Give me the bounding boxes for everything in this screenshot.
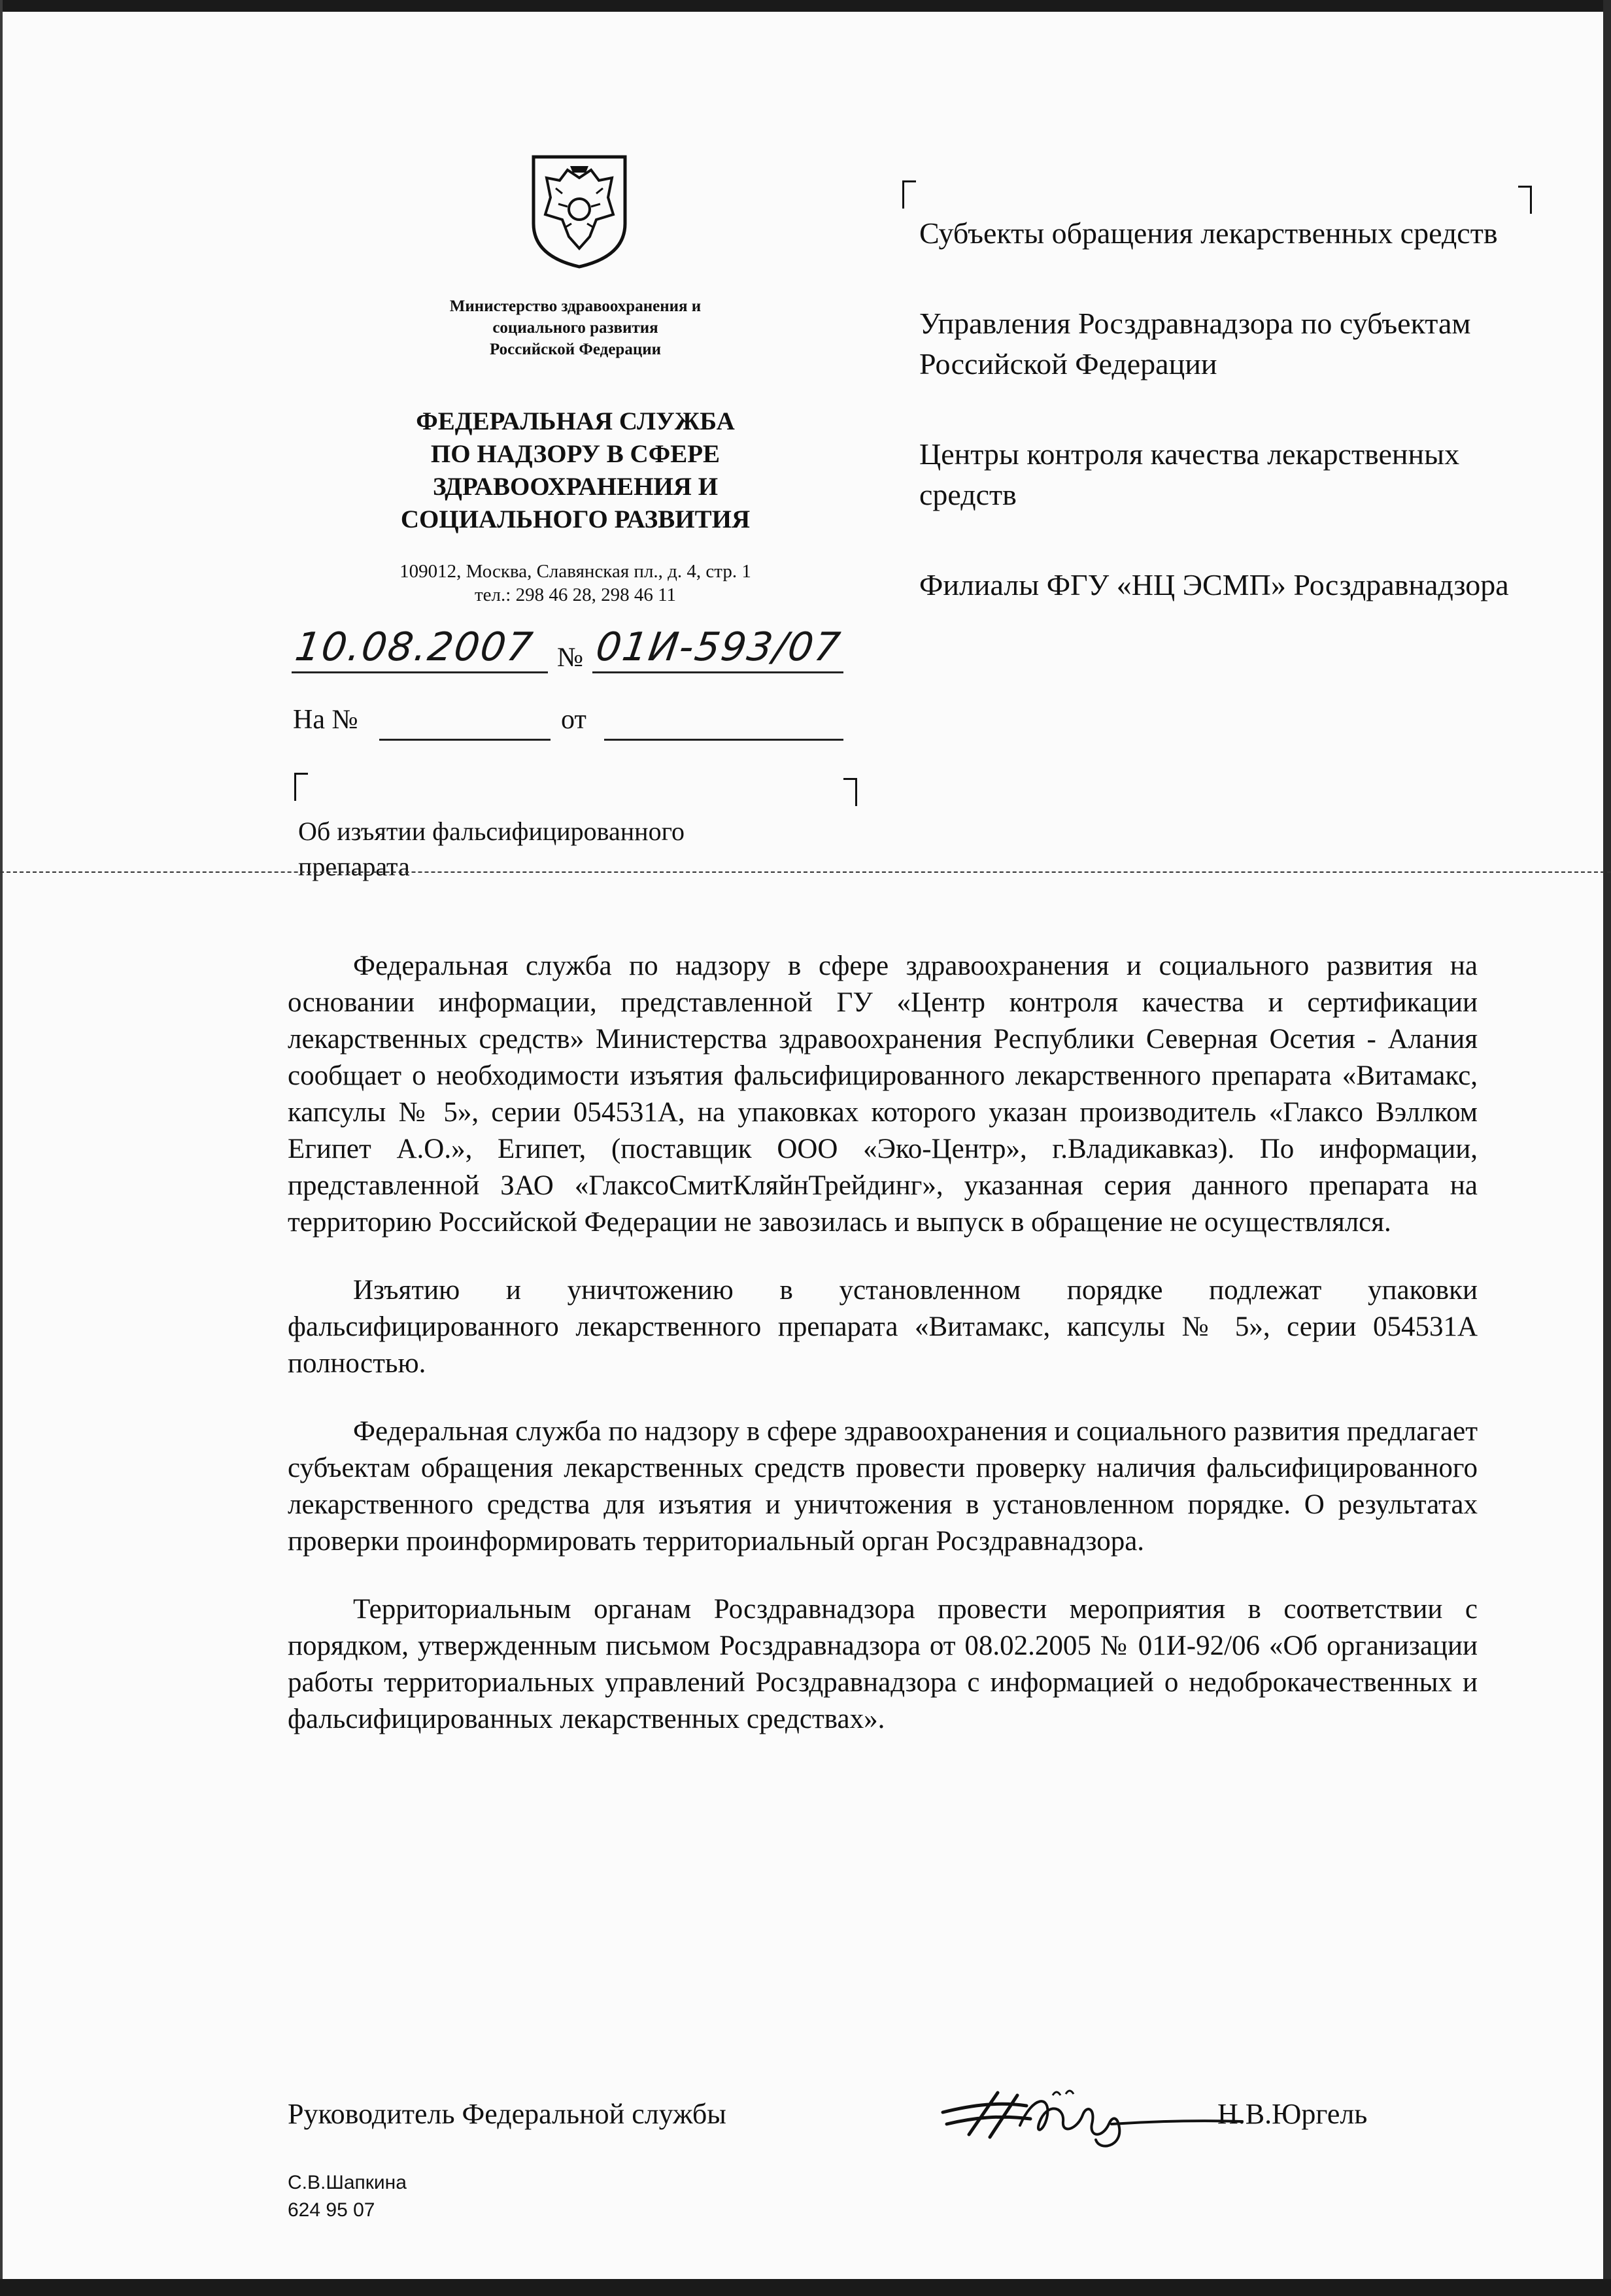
ministry-line: Министерство здравоохранения и — [449, 297, 702, 315]
fold-line — [0, 871, 1611, 873]
signatory-name: Н.В.Юргель — [1217, 2098, 1368, 2130]
agency-line: ПО НАДЗОРУ В СФЕРЕ — [430, 440, 721, 468]
phone-line: тел.: 298 46 28, 298 46 11 — [475, 584, 676, 605]
agency-line: ФЕДЕРАЛЬНАЯ СЛУЖБА — [416, 407, 735, 435]
executor-block — [288, 2169, 407, 2224]
reference-date-field — [604, 739, 843, 741]
ministry-name — [399, 295, 752, 360]
reference-from-label: от — [561, 705, 586, 735]
registration-number: 01И-593/07 — [593, 624, 844, 670]
subject-line: Об изъятии фальсифицированного — [298, 817, 685, 846]
reference-label: На № — [293, 705, 358, 735]
registration-date: 10.08.2007 — [292, 624, 537, 670]
recipients-corner-left — [902, 180, 916, 209]
body-paragraph: Федеральная служба по надзору в сфере здравоохранения и социального развития на основании информации, представленной ГУ «Центр контроля качества и сертификации лекарственных средств» Министерства здравоохранения Республики Северная Осетия - Алания сообщает о необходимости изъятия фальсифицированного лекарственного препарата «Витамакс, капсулы № 5», серии 054531А, на упаковках которого указан производитель «Глаксо Вэллком Египет А.О.», Египет, (поставщик ООО «Эко-Центр», г.Владикавказ). По информации, представленной ЗАО «ГлаксоСмитКляйнТрейдинг», указанная серия данного препарата на территорию Российской Федерации не завозилась и выпуск в обращение не осуществлялся. — [288, 951, 1478, 1238]
agency-line: СОЦИАЛЬНОГО РАЗВИТИЯ — [400, 505, 751, 533]
executor-phone: 624 95 07 — [288, 2199, 375, 2221]
scan-border-right — [1603, 0, 1611, 2296]
recipient: Филиалы ФГУ «НЦ ЭСМП» Росздравнадзора — [919, 568, 1509, 601]
recipients-corner-right — [1518, 186, 1532, 214]
ministry-line: социального развития — [492, 319, 658, 337]
subject-corner-right — [843, 778, 857, 806]
agency-line: ЗДРАВООХРАНЕНИЯ И — [432, 473, 719, 501]
recipient: Субъекты обращения лекарственных средств — [919, 216, 1498, 250]
agency-address — [340, 560, 811, 607]
recipients-block — [919, 213, 1534, 655]
letter-body — [288, 948, 1478, 1769]
agency-name — [340, 405, 811, 536]
scan-border-left — [0, 0, 3, 2296]
body-paragraph: Федеральная служба по надзору в сфере здравоохранения и социального развития предлагает субъектам обращения лекарственных средств провести проверку наличия фальсифицированного лекарственного средства для изъятия и уничтожения в установленном порядке. О результатах проверки проинформировать территориальный орган Росздравнадзора. — [288, 1416, 1478, 1557]
registration-date-underline — [292, 671, 548, 673]
letter-subject — [298, 814, 795, 885]
signatory-title: Руководитель Федеральной службы — [288, 2098, 726, 2130]
registration-number-label: № — [557, 643, 584, 673]
coat-of-arms-icon — [527, 152, 632, 269]
scan-border-bottom — [0, 2279, 1611, 2296]
recipient: Управления Росздравнадзора по субъектам Российской Федерации — [919, 307, 1471, 380]
recipient: Центры контроля качества лекарственных средств — [919, 437, 1460, 511]
executor-name: С.В.Шапкина — [288, 2172, 407, 2193]
ministry-line: Российской Федерации — [489, 341, 662, 358]
address-line: 109012, Москва, Славянская пл., д. 4, стр. 1 — [399, 561, 751, 582]
body-paragraph: Территориальным органам Росздравнадзора провести мероприятия в соответствии с порядком, утвержденным письмом Росздравнадзора от 08.02.2005 № 01И-92/06 «Об организации работы территориальных управлений Росздравнадзора с информацией о недоброкачественных и фальсифицированных лекарственных средствах». — [288, 1594, 1478, 1734]
body-paragraph: Изъятию и уничтожению в установленном порядке подлежат упаковки фальсифицированного лекарственного препарата «Витамакс, капсулы № 5», серии 054531А полностью. — [288, 1275, 1478, 1379]
reference-number-field — [379, 739, 551, 741]
subject-line: препарата — [298, 852, 410, 881]
subject-corner-left — [294, 773, 308, 801]
registration-number-underline — [592, 671, 843, 673]
scan-border-top — [0, 0, 1611, 12]
